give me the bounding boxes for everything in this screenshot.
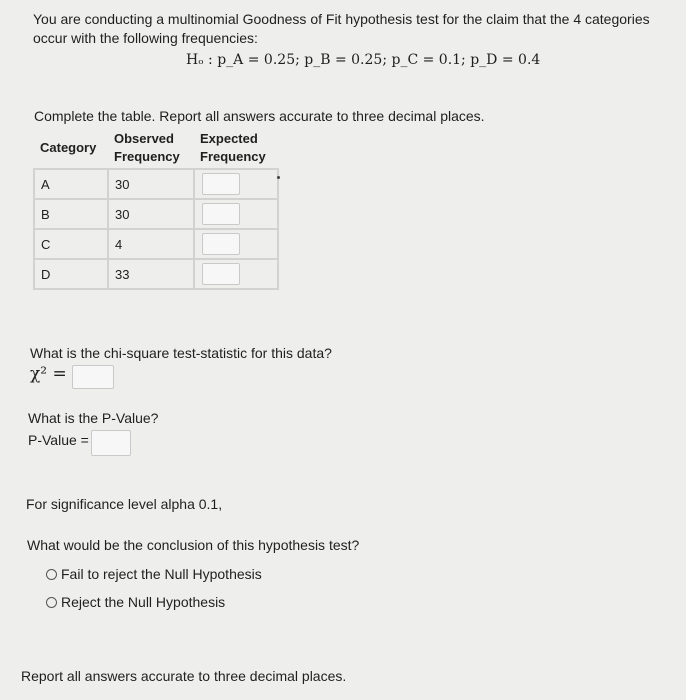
expected-cell (194, 199, 278, 229)
observed-cell: 4 (108, 229, 194, 259)
p-value-input[interactable] (91, 430, 131, 456)
header-expected: Expected Frequency (200, 131, 266, 164)
conclusion-question: What would be the conclusion of this hypothesis test? (27, 537, 360, 553)
chi-square-label: χ² = (30, 364, 67, 384)
expected-cell (194, 229, 278, 259)
chi-square-input[interactable] (72, 365, 114, 389)
radio-icon[interactable] (46, 597, 57, 608)
option-label: Reject the Null Hypothesis (61, 594, 226, 610)
frequency-table (33, 128, 279, 290)
category-cell: B (34, 199, 108, 229)
table-row (34, 199, 278, 229)
option-label: Fail to reject the Null Hypothesis (61, 566, 262, 582)
observed-cell: 30 (108, 169, 194, 199)
category-cell: C (34, 229, 108, 259)
expected-input-a[interactable] (202, 173, 240, 195)
table-instruction: Complete the table. Report all answers accurate to three decimal places. (34, 108, 485, 124)
radio-icon[interactable] (46, 569, 57, 580)
expected-input-d[interactable] (202, 263, 240, 285)
footer-instruction: Report all answers accurate to three decimal places. (21, 668, 347, 684)
expected-input-b[interactable] (202, 203, 240, 225)
expected-cell (194, 169, 278, 199)
p-value-question: What is the P-Value? (28, 410, 159, 426)
observed-cell: 33 (108, 259, 194, 289)
observed-cell: 30 (108, 199, 194, 229)
header-observed: Observed Frequency (114, 131, 180, 164)
option-reject[interactable] (46, 594, 225, 610)
significance-level: For significance level alpha 0.1, (26, 496, 223, 512)
stray-dot (277, 176, 280, 179)
category-cell: D (34, 259, 108, 289)
null-hypothesis: Hₒ : p_A = 0.25; p_B = 0.25; p_C = 0.1; p_D = 0.4 (186, 52, 541, 68)
table-row (34, 169, 278, 199)
option-fail-to-reject[interactable] (46, 566, 262, 582)
table-row (34, 259, 278, 289)
category-cell: A (34, 169, 108, 199)
expected-cell (194, 259, 278, 289)
chi-square-question: What is the chi-square test-statistic for this data? (30, 345, 332, 361)
question-intro: You are conducting a multinomial Goodness of Fit hypothesis test for the claim that the 4 categories occur with the following frequencies: (33, 11, 650, 46)
table-row (34, 229, 278, 259)
table-header-row (34, 128, 278, 169)
header-category: Category (40, 140, 97, 155)
expected-input-c[interactable] (202, 233, 240, 255)
p-value-label: P-Value = (28, 432, 89, 448)
